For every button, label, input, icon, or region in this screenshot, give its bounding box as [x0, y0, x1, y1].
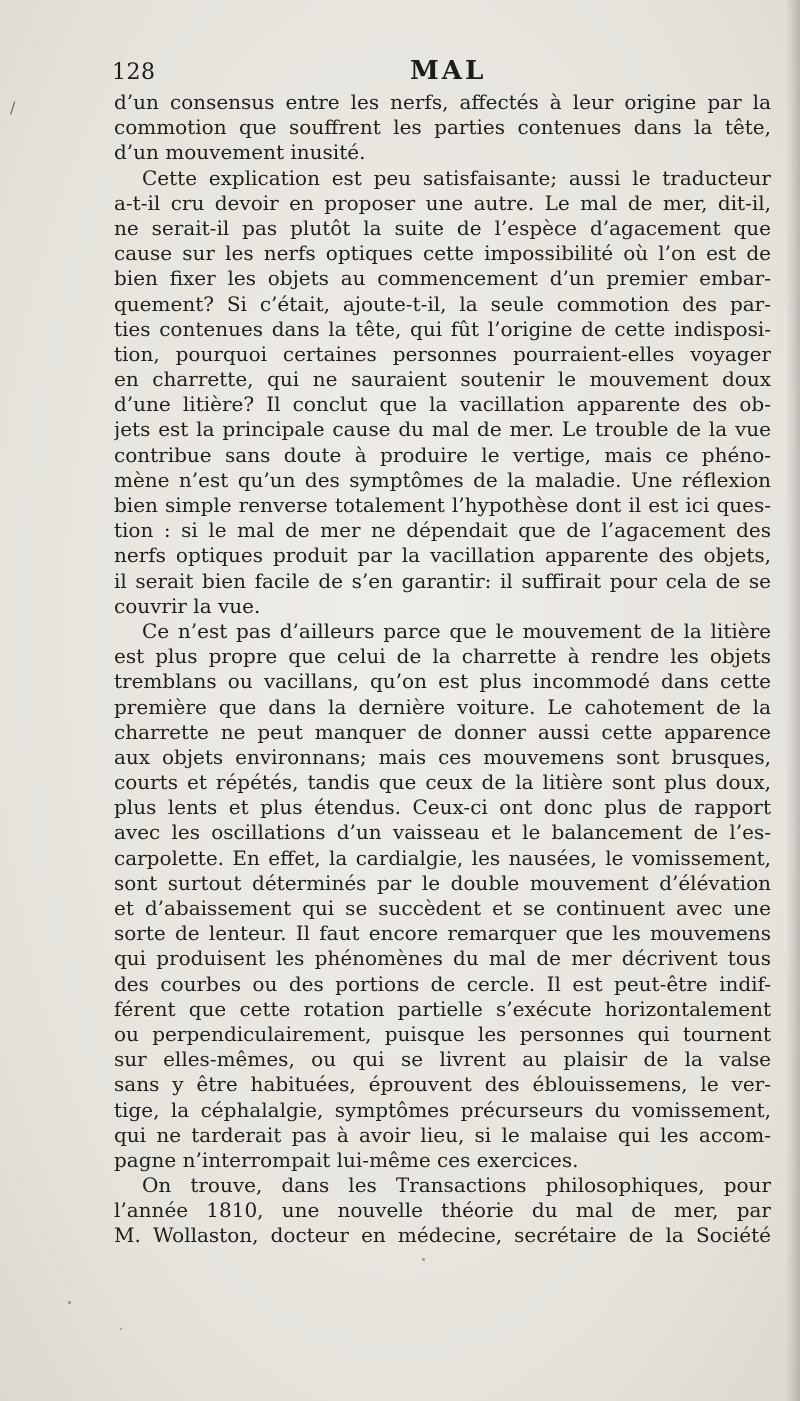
- text-line: première que dans la dernière voiture. Le cahotement de la: [114, 694, 771, 719]
- text-line: sorte de lenteur. Il faut encore remarquer que les mouvemens: [114, 921, 771, 946]
- text-line: quement? Si c’était, ajoute-t-il, la seule commotion des par-: [114, 291, 771, 316]
- text-line: sont surtout déterminés par le double mouvement d’élévation: [114, 870, 771, 895]
- text-line: commotion que souffrent les parties contenues dans la tête,: [114, 115, 771, 140]
- text-line: l’année 1810, une nouvelle théorie du mal de mer, par: [114, 1198, 771, 1223]
- text-line: On trouve, dans les Transactions philosophiques, pour: [142, 1173, 771, 1198]
- text-line: charrette ne peut manquer de donner aussi cette apparence: [114, 719, 771, 744]
- text-line: jets est la principale cause du mal de mer. Le trouble de la vue: [114, 417, 771, 442]
- running-head: [112, 56, 772, 90]
- text-line: d’une litière? Il conclut que la vacillation apparente des ob-: [114, 392, 771, 417]
- text-line: M. Wollaston, docteur en médecine, secrétaire de la Société: [114, 1223, 771, 1248]
- text-line: tion : si le mal de mer ne dépendait que de l’agacement des: [114, 518, 771, 543]
- text-line: courts et répétés, tandis que ceux de la litière sont plus doux,: [114, 770, 771, 795]
- text-line: contribue sans doute à produire le vertige, mais ce phéno-: [114, 442, 771, 467]
- paper-speck: [120, 1328, 122, 1330]
- text-line: Cette explication est peu satisfaisante; aussi le traducteur: [142, 165, 771, 190]
- text-line: ne serait-il pas plutôt la suite de l’espèce d’agacement que: [114, 215, 771, 240]
- text-line: sur elles-mêmes, ou qui se livrent au plaisir de la valse: [114, 1047, 771, 1072]
- text-line: il serait bien facile de s’en garantir: il suffirait pour cela de se: [114, 568, 771, 593]
- margin-mark: /: [10, 98, 16, 117]
- text-line: qui produisent les phénomènes du mal de mer décrivent tous: [114, 946, 771, 971]
- text-line: carpolette. En effet, la cardialgie, les nausées, le vomissement,: [114, 845, 771, 870]
- text-line: férent que cette rotation partielle s’exécute horizontalement: [114, 996, 771, 1021]
- text-line: a-t-il cru devoir en proposer une autre. Le mal de mer, dit-il,: [114, 190, 771, 215]
- text-line: et d’abaissement qui se succèdent et se continuent avec une: [114, 896, 771, 920]
- text-line: sans y être habituées, éprouvent des éblouissemens, le ver-: [114, 1072, 771, 1097]
- page-edge-shadow: [786, 0, 800, 1401]
- text-line: en charrette, qui ne sauraient soutenir le mouvement doux: [114, 367, 771, 392]
- text-line: est plus propre que celui de la charrette à rendre les objets: [114, 644, 771, 669]
- page-number: 128: [112, 60, 156, 85]
- text-line: des courbes ou des portions de cercle. Il est peut-être indif-: [114, 971, 771, 996]
- text-line: tremblans ou vacillans, qu’on est plus incommodé dans cette: [114, 669, 771, 694]
- text-line: qui ne tarderait pas à avoir lieu, si le malaise qui les accom-: [114, 1122, 771, 1147]
- text-line: aux objets environnans; mais ces mouvemens sont brusques,: [114, 744, 771, 769]
- body-text: [114, 90, 771, 1249]
- text-line: avec les oscillations d’un vaisseau et le balancement de l’es-: [114, 820, 771, 845]
- running-head-title: MAL: [410, 56, 487, 86]
- text-line: d’un mouvement inusité.: [114, 140, 366, 165]
- paper-speck: [68, 1301, 71, 1304]
- text-line: cause sur les nerfs optiques cette impossibilité où l’on est de: [114, 241, 771, 266]
- text-line: Ce n’est pas d’ailleurs parce que le mouvement de la litière: [142, 618, 771, 643]
- text-line: d’un consensus entre les nerfs, affectés à leur origine par la: [114, 90, 771, 114]
- text-line: plus lents et plus étendus. Ceux-ci ont donc plus de rapport: [114, 795, 771, 820]
- text-line: tige, la céphalalgie, symptômes précurseurs du vomissement,: [114, 1097, 771, 1122]
- text-line: tion, pourquoi certaines personnes pourraient-elles voyager: [114, 341, 771, 366]
- text-line: mène n’est qu’un des symptômes de la maladie. Une réflexion: [114, 467, 771, 492]
- text-line: bien simple renverse totalement l’hypothèse dont il est ici ques-: [114, 493, 771, 517]
- text-line: bien fixer les objets au commencement d’un premier embar-: [114, 266, 771, 291]
- text-line: pagne n’interrompait lui-même ces exercices.: [114, 1147, 579, 1172]
- text-line: couvrir la vue.: [114, 593, 261, 618]
- text-line: nerfs optiques produit par la vacillation apparente des objets,: [114, 543, 771, 568]
- text-line: ou perpendiculairement, puisque les personnes qui tournent: [114, 1021, 771, 1046]
- paper-speck: [422, 1258, 425, 1261]
- text-line: ties contenues dans la tête, qui fût l’origine de cette indisposi-: [114, 316, 771, 341]
